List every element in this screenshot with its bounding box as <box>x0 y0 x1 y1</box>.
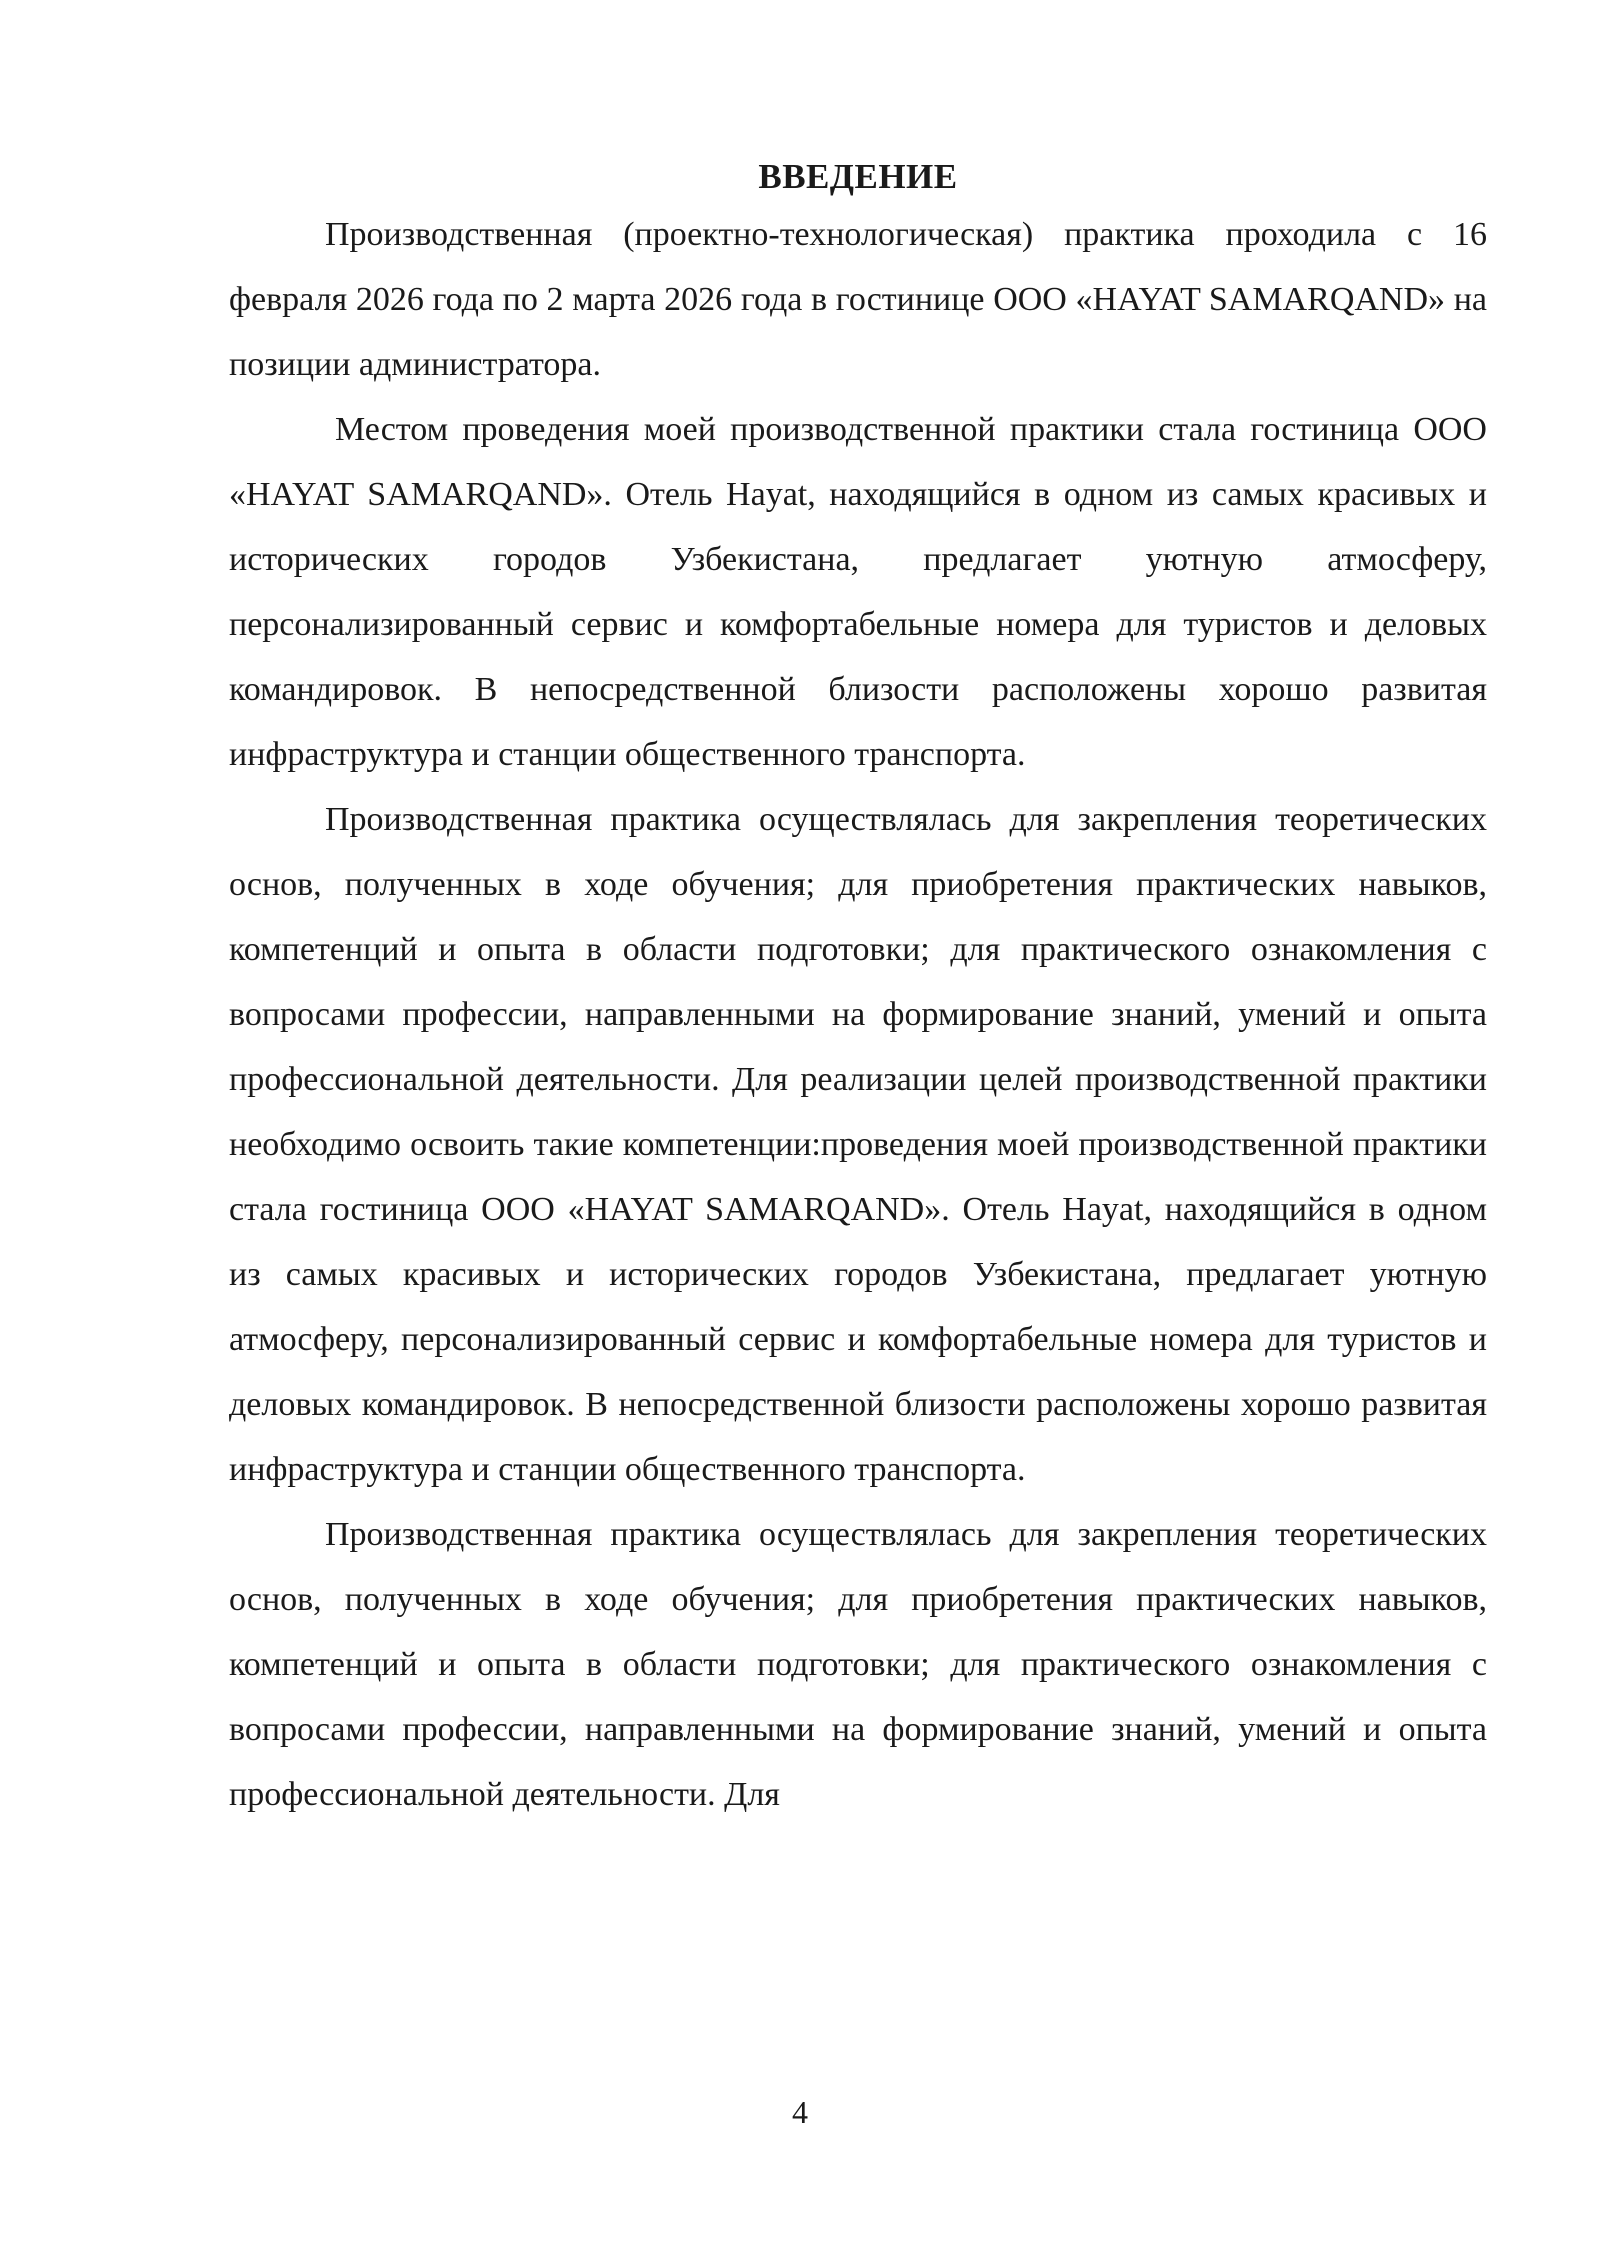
paragraph-hotel-description: Местом проведения моей производственной практики стала гостиница ООО «HAYAT SAMARQAND». Отель Hayat, находящийся в одном из самых красивых и исторических городов Узбекистана, предлагает уютную атмосферу, персонализированный сервис и комфортабельные номера для туристов и деловых командировок. В непосредственной близости расположены хорошо развитая инфраструктура и станции общественного транспорта. <box>229 411 1487 773</box>
page-number: 4 <box>792 2094 808 2130</box>
section-heading: ВВЕДЕНИЕ <box>758 157 958 196</box>
page-body <box>229 152 1487 1827</box>
paragraph-practice-period: Производственная (проектно-технологическая) практика проходила с 16 февраля 2026 года по 2 марта 2026 года в гостинице ООО «HAYAT SAMARQAND» на позиции администратора. <box>229 216 1487 383</box>
paragraph-practice-goals-repeat: Производственная практика осуществлялась для закрепления теоретических основ, полученных в ходе обучения; для приобретения практических навыков, компетенций и опыта в области подготовки; для практического ознакомления с вопросами профессии, направленными на формирование знаний, умений и опыта профессиональной деятельности. Для <box>229 1516 1487 1813</box>
paragraph-practice-goals: Производственная практика осуществлялась для закрепления теоретических основ, полученных в ходе обучения; для приобретения практических навыков, компетенций и опыта в области подготовки; для практического ознакомления с вопросами профессии, направленными на формирование знаний, умений и опыта профессиональной деятельности. Для реализации целей производственной практики необходимо освоить такие компетенции:проведения моей производственной практики стала гостиница ООО «HAYAT SAMARQAND». Отель Hayat, находящийся в одном из самых красивых и исторических городов Узбекистана, предлагает уютную атмосферу, персонализированный сервис и комфортабельные номера для туристов и деловых командировок. В непосредственной близости расположены хорошо развитая инфраструктура и станции общественного транспорта. <box>229 801 1487 1488</box>
